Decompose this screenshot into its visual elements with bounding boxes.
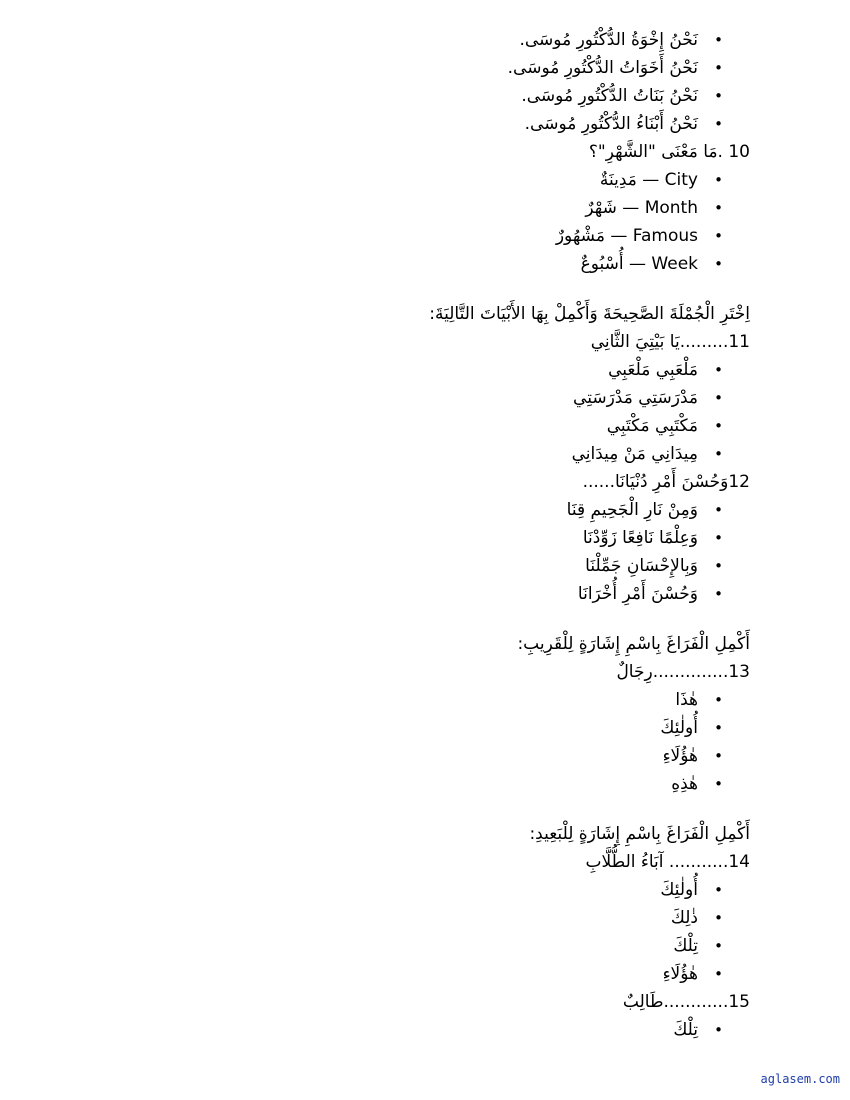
option-list-q9 [0, 26, 750, 138]
option-list-q10 [0, 166, 750, 278]
document-page [0, 26, 750, 1044]
bullet-icon: • [714, 965, 723, 983]
option-text: نَحْنُ أَبْنَاءُ الدُّكْتُورِ مُوسَى. [524, 114, 698, 134]
option-text: وَحُسْنَ أَمْرِ أُخْرَانَا [577, 584, 698, 604]
option-item [0, 440, 750, 468]
option-item [0, 876, 750, 904]
option-text: نَحْنُ أَخَوَاتُ الدُّكْتُورِ مُوسَى. [507, 58, 698, 78]
option-item [0, 54, 750, 82]
bullet-icon: • [714, 227, 723, 245]
option-text: هٰؤُلَاءِ [662, 746, 698, 766]
option-list-q12 [0, 496, 750, 608]
question-11: 11.........يَا بَيْتِيَ الثَّانِي [590, 332, 750, 352]
option-text: هٰؤُلَاءِ [662, 964, 698, 984]
bullet-icon: • [714, 501, 723, 519]
option-item [0, 26, 750, 54]
bullet-icon: • [714, 909, 723, 927]
bullet-icon: • [714, 389, 723, 407]
bullet-icon: • [714, 361, 723, 379]
option-item [0, 194, 750, 222]
option-item [0, 356, 750, 384]
option-text: مَكْتَبِي مَكْتَبِي [606, 416, 698, 436]
bullet-icon: • [714, 775, 723, 793]
bullet-icon: • [714, 691, 723, 709]
option-list-q13 [0, 686, 750, 798]
bullet-icon: • [714, 59, 723, 77]
question-15: 15............طَالِبٌ [622, 992, 750, 1012]
option-item [0, 552, 750, 580]
option-list-q11 [0, 356, 750, 468]
option-item [0, 496, 750, 524]
section-gap [0, 608, 750, 630]
bullet-icon: • [714, 115, 723, 133]
option-item [0, 742, 750, 770]
option-text: هٰذِهِ [671, 774, 698, 794]
option-item [0, 932, 750, 960]
question-14: 14........... آبَاءُ الطُّلَّابِ [585, 852, 750, 872]
option-text: هٰذَا [675, 690, 698, 710]
option-text: وَمِنْ نَارِ الْجَحِيمِ قِنَا [566, 500, 698, 520]
bullet-icon: • [714, 529, 723, 547]
bullet-icon: • [714, 937, 723, 955]
section-instruction-far: أَكْمِلِ الْفَرَاغَ بِاسْمِ إِشَارَةٍ لِلْبَعِيدِ: [529, 824, 750, 844]
bullet-icon: • [714, 417, 723, 435]
option-text: مِيدَانِي مَنْ مِيدَانِي [571, 444, 698, 464]
question-10: 10 .مَا مَعْنَى "الشَّهْرِ"؟ [588, 142, 750, 162]
option-text: نَحْنُ بَنَاتُ الدُّكْتُورِ مُوسَى. [521, 86, 698, 106]
option-item [0, 166, 750, 194]
option-item [0, 1016, 750, 1044]
option-text: Famous — مَشْهُورٌ [555, 226, 698, 246]
option-text: ذٰلِكَ [670, 908, 698, 928]
bullet-icon: • [714, 881, 723, 899]
option-item [0, 82, 750, 110]
bullet-icon: • [714, 719, 723, 737]
option-item [0, 714, 750, 742]
bullet-icon: • [714, 171, 723, 189]
bullet-icon: • [714, 747, 723, 765]
option-text: نَحْنُ إِخْوَةُ الدُّكْتُورِ مُوسَى. [519, 30, 698, 50]
option-text: أُولٰئِكَ [660, 718, 698, 738]
bullet-icon: • [714, 1021, 723, 1039]
bullet-icon: • [714, 585, 723, 603]
option-item [0, 222, 750, 250]
section-instruction-verses: اِخْتَرِ الْجُمْلَةَ الصَّحِيحَةَ وَأَكْمِلْ بِهَا الأَبْيَاتَ التَّالِيَةَ: [429, 304, 750, 324]
option-text: City — مَدِينَةٌ [599, 170, 698, 190]
option-text: وَبِالإِحْسَانِ جَمِّلْنَا [585, 556, 698, 576]
option-text: أُولٰئِكَ [660, 880, 698, 900]
option-text: مَلْعَبِي مَلْعَبِي [608, 360, 698, 380]
section-gap [0, 278, 750, 300]
bullet-icon: • [714, 557, 723, 575]
section-gap [0, 798, 750, 820]
option-text: تِلْكَ [673, 1020, 698, 1040]
option-item [0, 686, 750, 714]
option-item [0, 770, 750, 798]
option-item [0, 580, 750, 608]
option-item [0, 524, 750, 552]
option-item [0, 384, 750, 412]
option-item [0, 960, 750, 988]
bullet-icon: • [714, 199, 723, 217]
option-text: وَعِلْمًا نَافِعًا زَوِّدْنَا [582, 528, 698, 548]
question-13: 13..............رِجَالٌ [616, 662, 750, 682]
option-text: تِلْكَ [673, 936, 698, 956]
option-item [0, 250, 750, 278]
bullet-icon: • [714, 31, 723, 49]
option-text: Week — أُسْبُوعٌ [580, 254, 698, 274]
option-item [0, 412, 750, 440]
option-item [0, 904, 750, 932]
option-list-q14 [0, 876, 750, 988]
bullet-icon: • [714, 445, 723, 463]
option-text: مَدْرَسَتِي مَدْرَسَتِي [573, 388, 698, 408]
option-text: Month — شَهْرٌ [585, 198, 698, 218]
bullet-icon: • [714, 87, 723, 105]
footer-watermark: aglasem.com [760, 1072, 840, 1086]
option-item [0, 110, 750, 138]
section-instruction-near: أَكْمِلِ الْفَرَاغَ بِاسْمِ إِشَارَةٍ لِلْقَرِيبِ: [517, 634, 750, 654]
option-list-q15 [0, 1016, 750, 1044]
question-12: 12وَحُسْنَ أَمْرِ دُنْيَانَا...... [582, 472, 750, 492]
bullet-icon: • [714, 255, 723, 273]
